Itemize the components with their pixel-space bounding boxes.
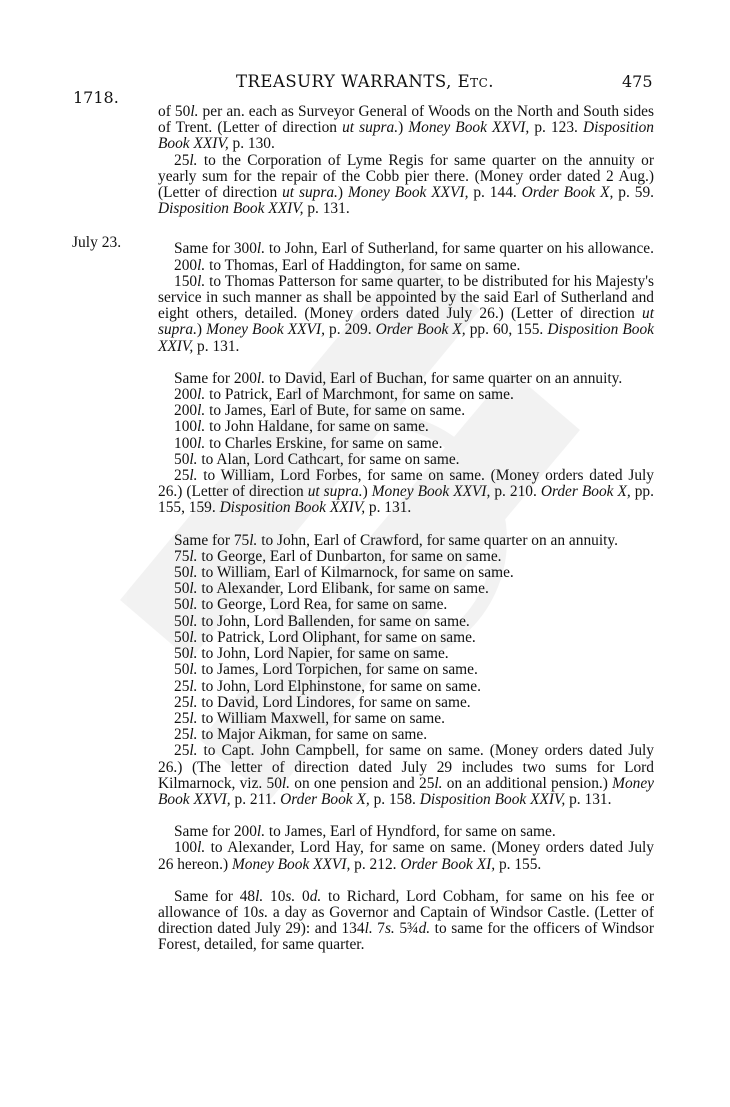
text-run: to John Haldane, for same on same. bbox=[205, 418, 429, 436]
text-run: to Thomas, Earl of Haddington, for same on same. bbox=[205, 256, 521, 274]
italic-text: Money Book XXVI, bbox=[371, 483, 491, 501]
italic-text: l. bbox=[189, 564, 198, 582]
entry-paragraph bbox=[158, 403, 654, 419]
italic-text: l. bbox=[189, 547, 198, 565]
italic-text: Order Book X, bbox=[375, 321, 466, 339]
italic-text: s. bbox=[285, 887, 296, 905]
text-run: 50 bbox=[174, 450, 190, 468]
italic-text: l. bbox=[189, 628, 198, 646]
entry-paragraph bbox=[158, 614, 654, 630]
italic-text: ut supra. bbox=[342, 119, 399, 137]
italic-text: Order Book X, bbox=[521, 184, 614, 202]
text-run: to James, Lord Torpichen, for same on same. bbox=[197, 661, 478, 679]
italic-text: l. bbox=[189, 645, 198, 663]
text-run: 25 bbox=[174, 467, 190, 485]
text-run: to Patrick, Lord Oliphant, for same on same. bbox=[197, 628, 476, 646]
text-run: 200 bbox=[174, 256, 198, 274]
italic-text: l. bbox=[189, 450, 198, 468]
italic-text: l. bbox=[197, 272, 206, 290]
text-run: to George, Lord Rea, for same on same. bbox=[197, 596, 448, 614]
entry-paragraph bbox=[158, 241, 654, 257]
entry-paragraph bbox=[158, 662, 654, 678]
text-run: on one pension and 25 bbox=[290, 774, 435, 792]
italic-text: Order Book XI, bbox=[400, 855, 496, 873]
text-run: to James, Earl of Hyndford, for same on same. bbox=[265, 823, 556, 841]
entry-block bbox=[158, 889, 654, 954]
text-run: to John, Lord Ballenden, for same on same. bbox=[197, 612, 470, 630]
italic-text: Money Book XXVI, bbox=[231, 855, 351, 873]
entry-paragraph bbox=[158, 419, 654, 435]
italic-text: s. bbox=[384, 920, 395, 938]
italic-text: l. bbox=[189, 612, 198, 630]
text-run: to David, Earl of Buchan, for same quarter on an annuity. bbox=[265, 369, 623, 387]
text-run: p. 211. bbox=[230, 790, 281, 808]
text-run: pp. 60, 155. bbox=[465, 321, 548, 339]
text-run: to Alexander, Lord Elibank, for same on same. bbox=[197, 580, 489, 598]
italic-text: l. bbox=[197, 402, 206, 420]
text-run: 25 bbox=[174, 151, 190, 169]
entry-paragraph bbox=[158, 597, 654, 613]
text-run: 50 bbox=[174, 628, 190, 646]
text-run: to Charles Erskine, for same on same. bbox=[205, 434, 443, 452]
text-run: 50 bbox=[174, 645, 190, 663]
italic-text: Money Book XXVI, bbox=[347, 184, 469, 202]
text-run: Same for 300 bbox=[174, 240, 257, 258]
italic-text: l. bbox=[189, 677, 198, 695]
text-run: 25 bbox=[174, 693, 190, 711]
italic-text: l. bbox=[256, 240, 266, 258]
margin-year: 1718. bbox=[73, 88, 119, 107]
text-run: 50 bbox=[174, 564, 190, 582]
entry-paragraph bbox=[158, 274, 654, 355]
entry-block bbox=[158, 824, 654, 873]
entry-block bbox=[158, 533, 654, 808]
entry-paragraph bbox=[158, 727, 654, 743]
text-run: to George, Earl of Dunbarton, for same on same. bbox=[197, 547, 502, 565]
italic-text: Money Book XXVI, bbox=[206, 321, 325, 339]
italic-text: Order Book X, bbox=[280, 790, 370, 808]
text-run: to Capt. John Campbell, for same on same. (Money orders dated July 26.) (The letter of direction dated July 29 includes two sums for Lord Kilmarnock, viz. 50 bbox=[158, 742, 654, 792]
text-run: pp. 155, 159. bbox=[158, 483, 654, 517]
text-run: 10 bbox=[263, 887, 286, 905]
text-run: to Thomas Patterson for same quarter, to be distributed for his Majesty's service in such manner as shall be appointed by the said Earl of Sutherland and eight others, detailed. (Money orders dated July 26.) (Letter of direction bbox=[158, 272, 654, 323]
text-run: p. 131. bbox=[193, 337, 240, 355]
italic-text: l. bbox=[197, 839, 206, 857]
text-run: 25 bbox=[174, 726, 190, 744]
text-run: Same for 48 bbox=[174, 887, 256, 905]
entry-paragraph bbox=[158, 679, 654, 695]
entry-paragraph bbox=[158, 840, 654, 872]
italic-text: ut supra. bbox=[307, 483, 363, 501]
text-run: 25 bbox=[174, 709, 190, 727]
text-run: 200 bbox=[174, 386, 198, 404]
text-run: to David, Lord Lindores, for same on same. bbox=[197, 693, 471, 711]
text-run: on an additional pension.) bbox=[442, 774, 613, 792]
entry-paragraph bbox=[158, 533, 654, 549]
text-run: to Alan, Lord Cathcart, for same on same. bbox=[197, 450, 460, 468]
text-run: to James, Earl of Bute, for same on same. bbox=[205, 402, 466, 420]
italic-text: l. bbox=[197, 434, 206, 452]
italic-text: l. bbox=[255, 887, 264, 905]
entry-block bbox=[158, 371, 654, 517]
running-title: TREASURY WARRANTS, Etc. bbox=[235, 72, 495, 91]
italic-text: l. bbox=[197, 386, 206, 404]
text-run: Same for 75 bbox=[174, 531, 250, 549]
italic-text: Money Book XXVI, bbox=[408, 119, 530, 137]
italic-text: ut supra. bbox=[282, 184, 338, 202]
entry-paragraph bbox=[158, 387, 654, 403]
italic-text: ut supra. bbox=[158, 305, 654, 339]
italic-text: l. bbox=[189, 709, 198, 727]
text-run: 150 bbox=[174, 272, 198, 290]
entry-paragraph bbox=[158, 258, 654, 274]
text-run: p. 123. bbox=[529, 119, 584, 137]
entry-paragraph bbox=[158, 581, 654, 597]
text-run: 25 bbox=[174, 742, 190, 760]
entry-paragraph bbox=[158, 104, 654, 153]
italic-text: l. bbox=[197, 418, 206, 436]
margin-date: July 23. bbox=[72, 234, 122, 251]
italic-text: l. bbox=[189, 151, 198, 169]
italic-text: Disposition Book XXIV, bbox=[219, 499, 366, 517]
entry-paragraph bbox=[158, 371, 654, 387]
entry-paragraph bbox=[158, 436, 654, 452]
text-run: 0 bbox=[295, 887, 310, 905]
text-run: to the Corporation of Lyme Regis for same quarter on the annuity or yearly sum for the repair of the Cobb pier there. (Money order dated 2 Aug.) (Letter of direction bbox=[158, 151, 654, 202]
entry-paragraph bbox=[158, 889, 654, 954]
body-text bbox=[158, 104, 654, 954]
text-run: p. 144. bbox=[468, 184, 522, 202]
text-run: p. 59. bbox=[613, 184, 654, 202]
text-run: to William, Earl of Kilmarnock, for same on same. bbox=[197, 564, 514, 582]
italic-text: Order Book X, bbox=[540, 483, 631, 501]
text-run: to same for the officers of Windsor Forest, detailed, for same quarter. bbox=[158, 920, 654, 954]
italic-text: l. bbox=[256, 823, 266, 841]
italic-text: l. bbox=[256, 369, 266, 387]
italic-text: l. bbox=[190, 103, 199, 120]
italic-text: l. bbox=[249, 531, 258, 549]
text-run: 7 bbox=[372, 920, 385, 938]
text-run: 100 bbox=[174, 434, 198, 452]
text-run: to Alexander, Lord Hay, for same on same. (Money orders dated July 26 hereon.) bbox=[158, 839, 654, 873]
italic-text: l. bbox=[189, 742, 198, 760]
text-run: p. 155. bbox=[495, 855, 542, 873]
entry-block bbox=[158, 104, 654, 217]
text-run: 50 bbox=[174, 612, 190, 630]
text-run: Same for 200 bbox=[174, 823, 257, 841]
italic-text: d. bbox=[309, 887, 322, 905]
italic-text: l. bbox=[364, 920, 373, 938]
italic-text: l. bbox=[189, 467, 198, 485]
text-run: to John, Lord Napier, for same on same. bbox=[197, 645, 449, 663]
text-run: 50 bbox=[174, 596, 190, 614]
text-run: 100 bbox=[174, 418, 198, 436]
italic-text: l. bbox=[197, 256, 206, 274]
entry-paragraph bbox=[158, 695, 654, 711]
text-run: to Major Aikman, for same on same. bbox=[197, 726, 428, 744]
entry-paragraph bbox=[158, 452, 654, 468]
italic-text: l. bbox=[189, 661, 198, 679]
text-run: to Richard, Lord Cobham, for same on his fee or allowance of 10 bbox=[158, 887, 655, 921]
text-run: Same for 200 bbox=[174, 369, 257, 387]
text-run: p. 131. bbox=[303, 200, 350, 218]
text-run: of 50 bbox=[158, 103, 191, 120]
text-run: p. 209. bbox=[324, 321, 376, 339]
text-run: a day as Governor and Captain of Windsor Castle. (Letter of direction dated July 29): and 134 bbox=[158, 903, 655, 938]
text-run: 200 bbox=[174, 402, 198, 420]
italic-text: Disposition Book XXIV, bbox=[158, 200, 304, 218]
entry-paragraph bbox=[158, 153, 654, 218]
text-run: to Patrick, Earl of Marchmont, for same on same. bbox=[205, 386, 514, 404]
italic-text: d. bbox=[418, 920, 431, 938]
text-run: ) bbox=[196, 321, 207, 339]
text-run: to William Maxwell, for same on same. bbox=[197, 709, 445, 727]
text-run: to John, Earl of Sutherland, for same quarter on his allowance. bbox=[265, 240, 654, 258]
text-run: p. 212. bbox=[350, 855, 401, 873]
entry-paragraph bbox=[158, 646, 654, 662]
italic-text: Disposition Book XXIV, bbox=[419, 790, 566, 808]
italic-text: l. bbox=[189, 693, 198, 711]
italic-text: s. bbox=[258, 903, 269, 921]
text-run: per an. each as Surveyor General of Woods on the North and South sides of Trent. (Letter of direction bbox=[158, 103, 655, 137]
text-run: 50 bbox=[174, 661, 190, 679]
italic-text: Disposition Book XXIV, bbox=[158, 119, 654, 153]
text-run: ) bbox=[398, 119, 409, 137]
text-run: p. 130. bbox=[228, 135, 275, 153]
text-run: p. 131. bbox=[565, 790, 612, 808]
entry-block bbox=[158, 241, 654, 354]
entry-paragraph bbox=[158, 549, 654, 565]
italic-text: l. bbox=[189, 726, 198, 744]
italic-text: l. bbox=[189, 580, 198, 598]
entry-paragraph bbox=[158, 565, 654, 581]
entry-paragraph bbox=[158, 630, 654, 646]
entry-paragraph bbox=[158, 711, 654, 727]
entry-paragraph bbox=[158, 824, 654, 840]
text-run: 5¾ bbox=[394, 920, 419, 938]
text-run: to John, Lord Elphinstone, for same on same. bbox=[197, 677, 481, 695]
italic-text: Disposition Book XXIV, bbox=[158, 321, 654, 355]
text-run: ) bbox=[362, 483, 372, 501]
text-run: p. 210. bbox=[490, 483, 541, 501]
italic-text: l. bbox=[434, 774, 443, 792]
text-run: 50 bbox=[174, 580, 190, 598]
italic-text: Money Book XXVI, bbox=[158, 774, 654, 808]
text-run: ) bbox=[337, 184, 348, 202]
text-run: p. 158. bbox=[369, 790, 420, 808]
entry-paragraph bbox=[158, 468, 654, 517]
entry-paragraph bbox=[158, 743, 654, 808]
text-run: 25 bbox=[174, 677, 190, 695]
text-run: to John, Earl of Crawford, for same quarter on an annuity. bbox=[257, 531, 618, 549]
page-number: 475 bbox=[622, 72, 653, 91]
text-run: p. 131. bbox=[365, 499, 412, 517]
text-run: to William, Lord Forbes, for same on same. (Money orders dated July 26.) (Letter of direction bbox=[158, 467, 654, 501]
italic-text: l. bbox=[189, 596, 198, 614]
text-run: 100 bbox=[174, 839, 198, 857]
text-run: 75 bbox=[174, 547, 190, 565]
italic-text: l. bbox=[281, 774, 291, 792]
